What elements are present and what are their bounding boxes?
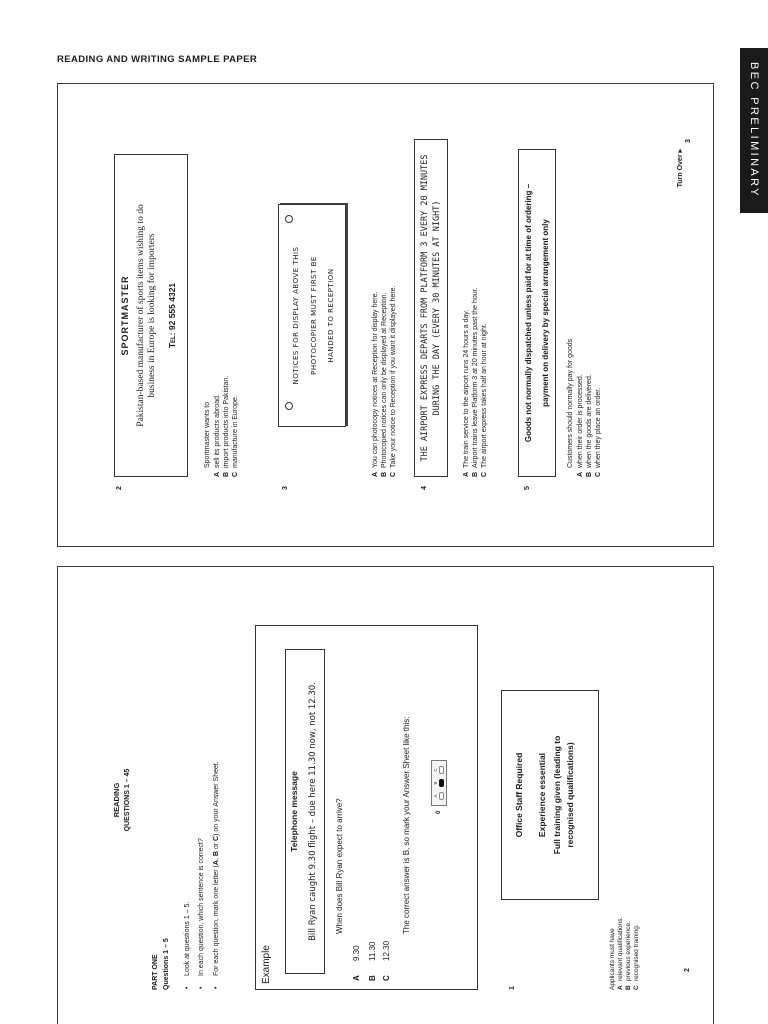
page-2-content	[58, 567, 713, 1024]
question-number: 5	[524, 486, 531, 490]
example-question: When does Bill Ryan expect to arrive?	[335, 798, 344, 934]
photocopier-notice	[278, 204, 346, 427]
notice-line: Experience essential	[537, 752, 547, 838]
section-questions: QUESTIONS 1 – 45	[124, 768, 131, 832]
question-number: 4	[421, 486, 428, 490]
instruction: In each question, which sentence is correct?	[198, 838, 205, 976]
instruction-part: or	[213, 840, 220, 852]
answer-column-letter: A	[433, 794, 438, 798]
example-answer-text: The correct answer is B, so mark your Answer Sheet like this:	[402, 716, 411, 934]
question-stem: Customers should normally pay for goods	[567, 338, 574, 468]
instruction-letter: A	[213, 860, 220, 866]
option-letter: B	[472, 471, 479, 477]
sportmaster-notice	[114, 154, 188, 477]
goods-notice	[518, 149, 556, 477]
notice-tel: Tel: 92 555 4321	[167, 282, 177, 349]
option-letter: C	[595, 471, 602, 477]
notice-line: THE AIRPORT EXPRESS DEPARTS FROM PLATFORM 3 EVERY 20 MINUTES	[420, 154, 430, 462]
page-number: 2	[684, 968, 691, 972]
answer-row-box	[431, 760, 447, 806]
question-stem: Applicants must have	[609, 928, 616, 990]
part-questions: Questions 1 – 5	[163, 938, 170, 990]
section-tab-label: BEC PRELIMINARY	[748, 62, 760, 199]
option-text: sell its products abroad.	[214, 394, 221, 468]
page-title: READING AND WRITING SAMPLE PAPER	[57, 54, 258, 65]
notice-title: SPORTMASTER	[120, 275, 130, 356]
option-text: 12.30	[382, 940, 391, 961]
option-text: The airport express takes half an hour at night.	[481, 323, 488, 468]
option-letter: C	[382, 975, 391, 981]
option-letter: C	[633, 985, 640, 990]
option-text: relevant qualifications.	[617, 916, 624, 981]
notice-line: HANDED TO RECEPTION	[327, 268, 335, 363]
option-text: previous experience.	[625, 921, 632, 981]
page-2-panel	[57, 566, 714, 1024]
option-letter: B	[586, 471, 593, 477]
answer-sheet-mark	[439, 779, 444, 787]
instruction: Look at questions 1 – 5.	[184, 901, 191, 976]
option-letter: A	[617, 985, 624, 990]
message-text: Bill Ryan caught 9.30 flight – due here 11.30 now, not 12.30.	[308, 682, 318, 941]
answer-sheet-sample	[431, 758, 448, 814]
option-letter: B	[368, 975, 377, 981]
option-letter: C	[390, 471, 397, 477]
instruction-part: ) on your Answer Sheet.	[213, 761, 220, 836]
telephone-message-box	[285, 649, 325, 974]
option-letter: C	[232, 471, 239, 477]
bullet-icon: •	[213, 986, 220, 989]
bullet-icon: •	[198, 986, 205, 989]
option-letter: A	[372, 471, 379, 477]
answer-column-letter: B	[433, 781, 438, 785]
option-letter: B	[625, 985, 632, 990]
option-text: Photocopied notices can only be displayed at Reception.	[381, 292, 388, 468]
example-label: Example	[261, 945, 272, 984]
option-text: The train service to the airport runs 24 hours a day.	[463, 309, 470, 468]
option-text: when their order is processed.	[577, 374, 584, 468]
option-text: 11.30	[368, 941, 377, 961]
office-staff-notice	[501, 690, 599, 900]
part-title: PART ONE	[152, 954, 159, 990]
section-title: READING	[112, 782, 121, 818]
option-letter: A	[214, 471, 221, 477]
option-text: import products into Pakistan.	[223, 375, 230, 468]
section-tab	[740, 48, 768, 213]
instruction-letter: B	[213, 851, 220, 857]
option-letter: A	[577, 471, 584, 477]
option-letter: B	[223, 471, 230, 477]
option-text: manufacture in Europe.	[232, 395, 239, 468]
option-text: You can photocopy notices at Reception for display here.	[372, 291, 379, 468]
question-number: 1	[509, 986, 516, 990]
notice-line: Full training given (leading to	[552, 735, 562, 855]
instruction	[213, 761, 221, 976]
notice-line: business in Europe is looking for importers	[147, 233, 157, 398]
turn-over-label: Turn Over ▸	[677, 149, 684, 188]
airport-express-notice	[414, 139, 448, 477]
question-stem: Sportmaster wants to	[204, 401, 211, 468]
instruction-part: ,	[213, 856, 220, 861]
bullet-icon: •	[184, 986, 191, 989]
notice-line: recognised qualifications)	[565, 742, 575, 848]
answer-sheet-mark	[439, 766, 444, 774]
option-letter: B	[381, 471, 388, 477]
notice-line: PHOTOCOPIER MUST FIRST BE	[310, 256, 318, 375]
instruction-part: For each question, mark one letter (	[213, 865, 220, 976]
option-text: when the goods are delivered.	[586, 374, 593, 468]
instruction-letter: C	[213, 835, 220, 841]
option-text: 9.30	[352, 945, 361, 961]
option-letter: A	[352, 975, 361, 981]
page-3-panel	[57, 83, 714, 547]
message-title: Telephone message	[289, 771, 299, 852]
answer-row-label: 0	[436, 810, 442, 814]
notice-line: Goods not normally dispatched unless paid for at time of ordering –	[524, 183, 533, 443]
page-number: 3	[685, 139, 692, 143]
option-text: Airport trains leave Platform 3 at 20 minutes past the hour.	[472, 287, 479, 468]
option-text: recognised training.	[633, 924, 640, 981]
option-text: Take your notice to Reception if you want it displayed here.	[390, 285, 397, 468]
example-box	[255, 625, 478, 990]
answer-sheet-mark	[439, 792, 444, 800]
notice-line: payment on delivery by special arrangement only	[541, 219, 550, 407]
question-number: 3	[282, 486, 289, 490]
notice-line: DURING THE DAY (EVERY 30 MINUTES AT NIGHT)	[432, 200, 442, 416]
question-number: 2	[116, 486, 123, 490]
notice-line: Office Staff Required	[514, 752, 524, 838]
notice-line: NOTICES FOR DISPLAY ABOVE THIS	[292, 246, 300, 385]
answer-column-letter: C	[433, 768, 438, 772]
notice-line: Pakistan-based manufacturer of sports items wishing to do	[136, 204, 146, 427]
page-3-content	[58, 84, 713, 546]
option-letter: A	[463, 471, 470, 477]
option-text: when they place an order.	[595, 387, 602, 468]
option-letter: C	[481, 471, 488, 477]
